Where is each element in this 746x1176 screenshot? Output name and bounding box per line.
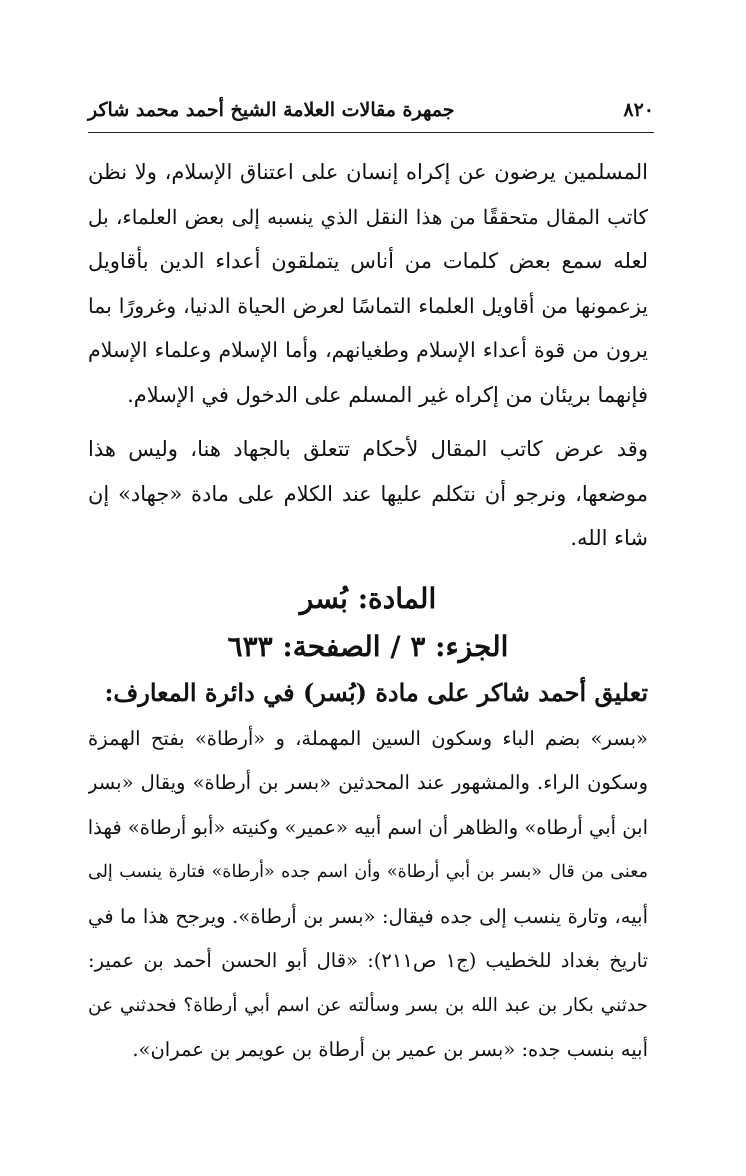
page-number: ٨٢٠ (623, 99, 654, 121)
page-body (88, 150, 648, 1073)
text-line: فإنهما بريئان من إكراه غير المسلم على الدخول في الإسلام. (127, 382, 648, 407)
text-line: كاتب المقال متحققًا من هذا النقل الذي ينسبه إلى بعض العلماء، بل (88, 204, 648, 229)
text-line: تاريخ بغداد للخطيب (ج١ ص٢١١): «قال أبو الحسن أحمد بن عمير: (88, 949, 648, 972)
paragraph (88, 150, 648, 417)
text-line: لعله سمع بعض كلمات من أناس يتملقون أعداء الدين بأقاويل (88, 249, 648, 273)
entry-heading: المادة: بُسر (299, 581, 437, 615)
paragraph (88, 427, 648, 561)
text-line: أبيه بنسب جده: «بسر بن عمير بن أرطاة بن عويمر بن عمران». (132, 1038, 648, 1061)
text-line: معنى من قال «بسر بن أبي أرطاة» وأن اسم جده «أرطاة» فتارة ينسب إلى (88, 862, 648, 882)
text-line: ابن أبي أرطاه» والظاهر أن اسم أبيه «عمير» وكنيته «أبو أرطاة» فهذا (88, 815, 648, 839)
running-title: جمهرة مقالات العلامة الشيخ أحمد محمد شاكر (88, 99, 455, 121)
text-line: يرون من قوة أعداء الإسلام وطغيانهم، وأما الإسلام وعلماء الإسلام (88, 338, 648, 362)
commentary-paragraph (88, 717, 648, 1073)
text-line: شاء الله. (570, 526, 648, 550)
text-line: وقد عرض كاتب المقال لأحكام تتعلق بالجهاد هنا، وليس هذا (88, 437, 648, 461)
volume-page-heading: الجزء: ٣ / الصفحة: ٦٣٣ (227, 629, 509, 663)
text-line: يزعمونها من أقاويل العلماء التماسًا لعرض الحياة الدنيا، وغرورًا بما (88, 293, 648, 318)
commentary-heading: تعليق أحمد شاكر على مادة (بُسر) في دائرة المعارف: (104, 677, 648, 707)
text-line: أبيه، وتارة ينسب إلى جده فيقال: «بسر بن أرطاة». ويرجح هذا ما في (88, 904, 648, 928)
text-line: المسلمين يرضون عن إكراه إنسان على اعتناق الإسلام، ولا نظن (88, 160, 648, 184)
page-header (88, 88, 654, 133)
text-line: حدثني بكار بن عبد الله بن بسر وسألته عن اسم أبي أرطاة؟ فحدثني عن (88, 994, 648, 1016)
text-line: «بسر» بضم الباء وسكون السين المهملة، و «أرطاة» بفتح الهمزة (88, 726, 648, 750)
text-line: موضعها، ونرجو أن نتكلم عليها عند الكلام على مادة «جهاد» إن (88, 481, 648, 506)
text-line: وسكون الراء. والمشهور عند المحدثين «بسر بن أرطاة» ويقال «بسر (88, 771, 648, 794)
